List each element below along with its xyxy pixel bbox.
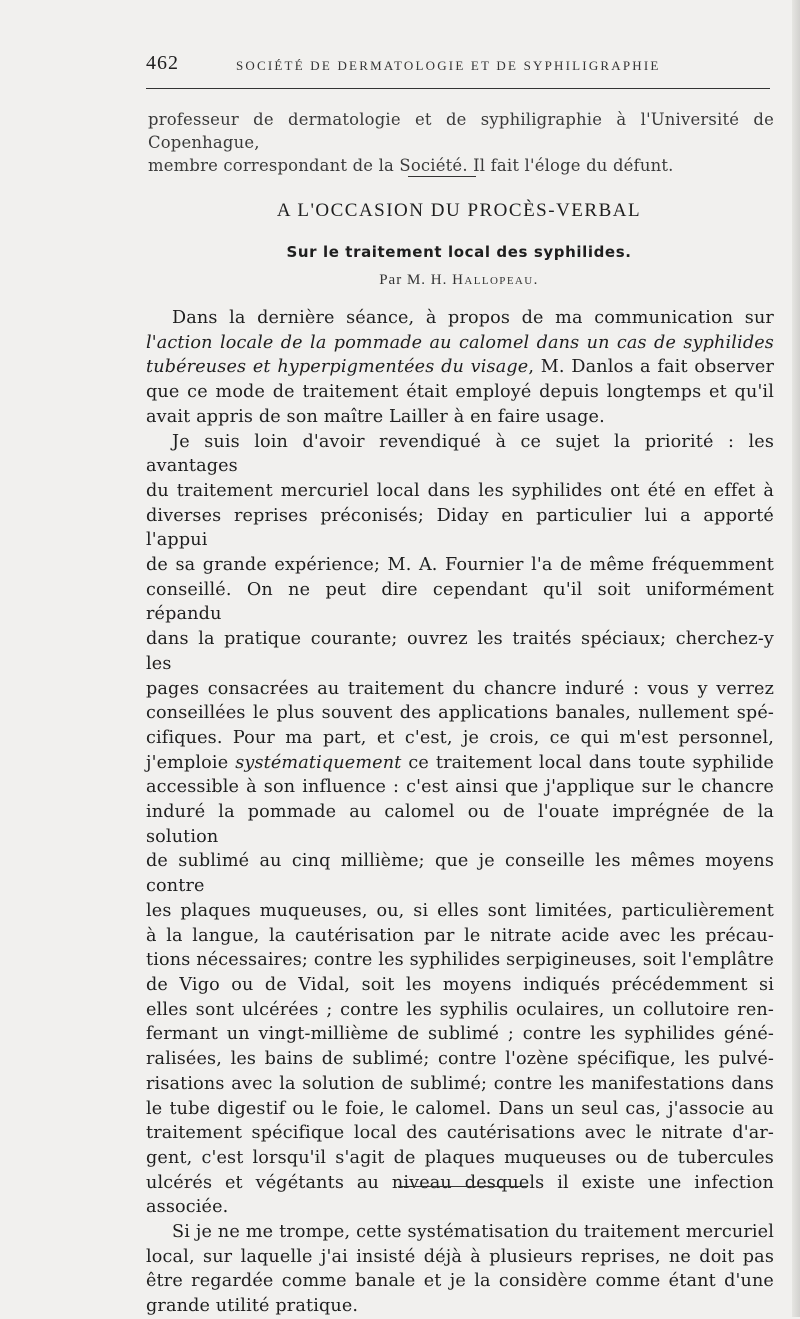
text-line: les plaques muqueuses, ou, si elles sont limitées, particulièrement bbox=[146, 900, 774, 921]
text-line: local, sur laquelle j'ai insisté déjà à plusieurs reprises, ne doit pas bbox=[146, 1246, 774, 1267]
text-line: le tube digestif ou le foie, le calomel. Dans un seul cas, j'associe au bbox=[146, 1098, 774, 1119]
text-line: Dans la dernière séance, à propos de ma communication sur bbox=[172, 308, 774, 328]
text-line: l'action locale de la pommade au calomel dans un cas de syphilides bbox=[146, 332, 774, 353]
text-line: dans la pratique courante; ouvrez les traités spéciaux; cherchez-y les bbox=[146, 629, 774, 674]
running-head: SOCIÉTÉ DE DERMATOLOGIE ET DE SYPHILIGRAPHIE bbox=[236, 58, 661, 73]
text-line: diverses reprises préconisés; Diday en particulier lui a apporté l'appui bbox=[146, 505, 774, 551]
text-line: Je suis loin d'avoir revendiqué à ce sujet la priorité : les avantages bbox=[146, 431, 774, 477]
intro-text bbox=[148, 108, 774, 177]
paragraph bbox=[146, 1220, 774, 1319]
text-line: cifiques. Pour ma part, et c'est, je crois, ce qui m'est personnel, bbox=[146, 727, 774, 748]
text-line: à la langue, la cautérisation par le nitrate acide avec les précau- bbox=[146, 925, 774, 946]
text-line: associée. bbox=[146, 1197, 229, 1218]
text-line: induré la pommade au calomel ou de l'ouate imprégnée de la solution bbox=[146, 802, 774, 847]
section-title: A L'OCCASION DU PROCÈS-VERBAL bbox=[276, 200, 642, 221]
text-line: de sublimé au cinq millième; que je conseille les mêmes moyens contre bbox=[146, 851, 774, 897]
page-header bbox=[146, 52, 776, 76]
text-line: risations avec la solution de sublimé; contre les manifestations dans bbox=[146, 1073, 774, 1094]
text-line: pages consacrées au traitement du chancre induré : vous y verrez bbox=[146, 678, 774, 699]
text-line: grande utilité pratique. bbox=[146, 1296, 359, 1317]
text-line: de Vigo ou de Vidal, soit les moyens indiqués précédemment si bbox=[146, 974, 774, 995]
paragraph bbox=[146, 306, 774, 430]
text-line: de sa grande expérience; M. A. Fournier l'a de même fréquemment bbox=[146, 555, 774, 576]
text-line: professeur de dermatologie et de syphiligraphie à l'Université de Copenhague, bbox=[148, 110, 774, 152]
text-line: tions nécessaires; contre les syphilides serpigineuses, soit l'emplâtre bbox=[146, 950, 774, 971]
text-line: Si je ne me trompe, cette systématisation du traitement mercuriel bbox=[172, 1222, 774, 1243]
text-line: traitement spécifique local des cautérisations avec le nitrate d'ar- bbox=[146, 1123, 774, 1144]
author-name: Hallopeau. bbox=[452, 272, 539, 288]
text-line: conseillé. On ne peut dire cependant qu'il soit uniformément répandu bbox=[146, 579, 774, 625]
page-number: 462 bbox=[146, 52, 179, 74]
section-divider bbox=[408, 176, 476, 177]
paragraph bbox=[146, 430, 774, 1221]
text-line: que ce mode de traitement était employé depuis longtemps et qu'il bbox=[146, 382, 774, 403]
text-line: du traitement mercuriel local dans les syphilides ont été en effet à bbox=[146, 480, 774, 501]
page-edge-shadow bbox=[792, 0, 800, 1317]
text-line: être regardée comme banale et je la considère comme étant d'une bbox=[146, 1271, 774, 1292]
text-line: ralisées, les bains de sublimé; contre l'ozène spécifique, les pulvé- bbox=[146, 1049, 774, 1070]
header-rule bbox=[146, 88, 770, 89]
text-line: j'emploie systématiquement ce traitement local dans toute syphilide bbox=[146, 752, 774, 773]
article-body bbox=[146, 306, 774, 1319]
author-prefix: Par M. H. bbox=[379, 272, 453, 288]
text-line: membre correspondant de la Société. Il fait l'éloge du défunt. bbox=[148, 156, 674, 175]
text-line: ulcérés et végétants au niveau desquels il existe une infection bbox=[146, 1172, 774, 1193]
section-subtitle: Sur le traitement local des syphilides. bbox=[286, 243, 632, 261]
text-line: tubéreuses et hyperpigmentées du visage, M. Danlos a fait observer bbox=[146, 357, 775, 378]
author-line bbox=[146, 272, 772, 289]
text-line: fermant un vingt-millième de sublimé ; contre les syphilides géné- bbox=[146, 1024, 774, 1045]
text-line: avait appris de son maître Lailler à en faire usage. bbox=[146, 406, 605, 427]
text-line: gent, c'est lorsqu'il s'agit de plaques muqueuses ou de tubercules bbox=[146, 1147, 774, 1168]
text-line: accessible à son influence : c'est ainsi que j'applique sur le chancre bbox=[146, 777, 774, 798]
end-rule bbox=[398, 1186, 528, 1187]
text-line: elles sont ulcérées ; contre les syphilis oculaires, un collutoire ren- bbox=[146, 999, 774, 1020]
text-line: conseillées le plus souvent des applications banales, nullement spé- bbox=[146, 703, 774, 724]
